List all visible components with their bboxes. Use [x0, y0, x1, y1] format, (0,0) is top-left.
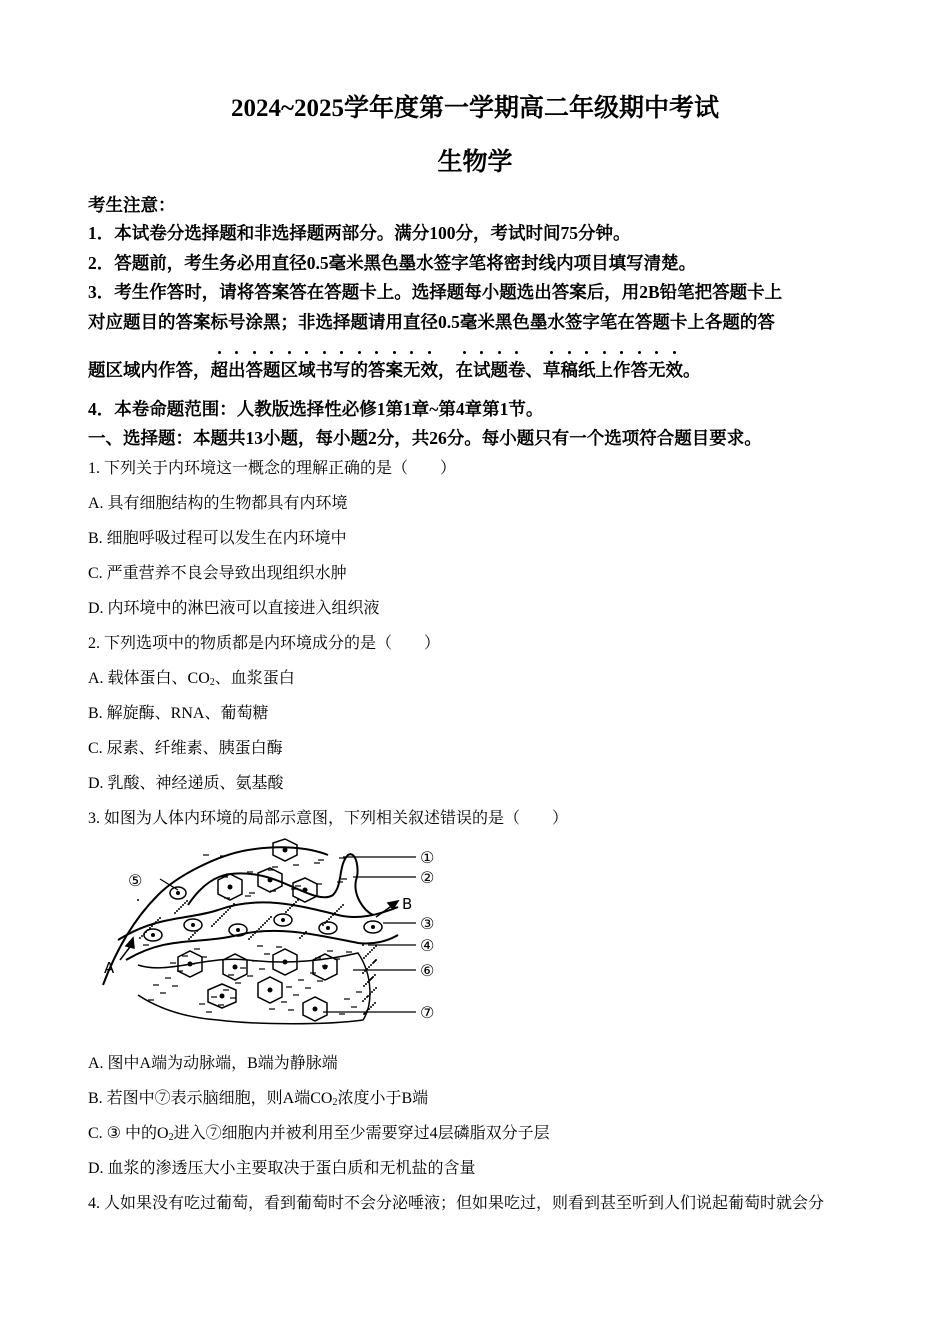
- q2-option-c: C. 尿素、纤维素、胰蛋白酶: [88, 740, 283, 757]
- emphasized-char: 题: [263, 360, 281, 380]
- option-text: A. 载体蛋白、CO: [88, 670, 210, 687]
- fluid-dot: [219, 917, 221, 919]
- option-text: B. 若图中⑦表示脑细胞，则A端CO: [88, 1090, 333, 1107]
- fluid-dot: [260, 926, 262, 928]
- fluid-dot: [363, 957, 365, 959]
- fluid-dot: [365, 955, 367, 957]
- fluid-dot: [365, 983, 367, 985]
- emphasized-char: 无: [648, 360, 666, 380]
- fluid-dot: [159, 917, 161, 919]
- q1-option-a: A. 具有细胞结构的生物都具有内环境: [88, 495, 348, 512]
- emphasized-char: 效: [665, 360, 683, 380]
- fluid-dot: [223, 913, 225, 915]
- fluid-dot: [174, 912, 176, 914]
- fluid-dot: [370, 1006, 372, 1008]
- emphasized-char: 答: [630, 360, 648, 380]
- emphasized-char: 试: [473, 360, 491, 380]
- emphasized-char: 纸: [578, 360, 596, 380]
- fluid-dot: [266, 920, 268, 922]
- q3-option-a: A. 图中A端为动脉端，B端为静脉端: [88, 1055, 338, 1072]
- notice-text: 题区域内作答，: [88, 360, 211, 380]
- fluid-dot: [364, 998, 366, 1000]
- q3-option-c: [88, 1120, 550, 1143]
- label-6: ⑥: [420, 961, 435, 980]
- notice-item-3-end: [88, 357, 701, 382]
- leader-lines: [160, 857, 416, 1012]
- option-text: 、血浆蛋白: [214, 670, 295, 687]
- fluid-dot: [270, 916, 272, 918]
- notice-text: 、: [525, 360, 543, 380]
- fluid-dot: [227, 909, 229, 911]
- emphasized-char: 作: [613, 360, 631, 380]
- label-3: ③: [420, 914, 435, 933]
- fluid-dot: [184, 902, 186, 904]
- fluid-dot: [250, 936, 252, 938]
- fluid-dot: [362, 972, 364, 974]
- fluid-dot: [188, 938, 190, 940]
- question-3-stem: 3. 如图为人体内环境的局部示意图，下列相关叙述错误的是（ ）: [88, 810, 569, 827]
- emphasized-char: 效: [420, 360, 438, 380]
- fluid-dot: [289, 907, 291, 909]
- fluid-dot: [367, 953, 369, 955]
- emphasized-char: 草: [543, 360, 561, 380]
- emphasized-char: 区: [280, 360, 298, 380]
- emphasized-char: 答: [368, 360, 386, 380]
- fluid-dot: [225, 911, 227, 913]
- section-heading: 一、选择题：本题共13小题，每小题2分，共26分。每小题只有一个选项符合题目要求。: [88, 428, 762, 448]
- fluid-dot: [213, 923, 215, 925]
- fluid-dot: [366, 996, 368, 998]
- fluid-dot: [363, 1013, 365, 1015]
- capillary-upper-wall: [118, 902, 398, 940]
- fluid-dot: [217, 919, 219, 921]
- fluid-dot: [268, 918, 270, 920]
- q1-option-d: D. 内环境中的淋巴液可以直接进入组织液: [88, 600, 380, 617]
- fluid-dot: [374, 974, 376, 976]
- fluid-dot: [285, 911, 287, 913]
- fluid-dot: [215, 921, 217, 923]
- fluid-dot: [258, 928, 260, 930]
- fluid-dot: [264, 922, 266, 924]
- emphasized-text: [543, 360, 683, 380]
- notice-item-4: 4．本卷命题范围：人教版选择性必修1第1章~第4章第1节。: [88, 399, 544, 419]
- fluid-dot: [336, 910, 338, 912]
- fluid-dot: [248, 938, 250, 940]
- notice-item-3-cont: 对应题目的答案标号涂黑；非选择题请用直径0.5毫米黑色墨水签字笔在答题卡上各题的答: [88, 312, 775, 332]
- fluid-dot: [299, 937, 301, 939]
- fluid-dot: [322, 924, 324, 926]
- fluid-dot: [374, 1002, 376, 1004]
- emphasized-char: 书: [315, 360, 333, 380]
- blood-cells: [144, 887, 382, 941]
- emphasized-char: 写: [333, 360, 351, 380]
- notice-heading: 考生注意：: [88, 195, 176, 215]
- emphasized-char: 的: [350, 360, 368, 380]
- option-text: 进入⑦细胞内并被利用至少需要穿过4层磷脂双分子层: [173, 1125, 550, 1142]
- fluid-dot: [368, 966, 370, 968]
- emphasized-char: 卷: [508, 360, 526, 380]
- fluid-dot: [375, 987, 377, 989]
- fluid-dot: [374, 960, 376, 962]
- subscript: 2: [168, 1132, 174, 1143]
- lymph-vessel-wall: [188, 854, 373, 915]
- notice-item-1: 1．本试卷分选择题和非选择题两部分。满分100分，考试时间75分钟。: [88, 223, 631, 243]
- label-5: ⑤: [128, 871, 143, 890]
- fluid-dot: [370, 964, 372, 966]
- label-4: ④: [420, 936, 435, 955]
- emphasized-char: 域: [298, 360, 316, 380]
- notice-text: ，: [438, 360, 456, 380]
- exam-title: 2024~2025学年度第一学期高二年级期中考试: [230, 95, 719, 122]
- fluid-dot: [194, 932, 196, 934]
- fluid-dot: [137, 899, 139, 901]
- fluid-dot: [287, 909, 289, 911]
- fluid-dot: [371, 949, 373, 951]
- emphasized-char: 题: [490, 360, 508, 380]
- fluid-dot: [139, 937, 141, 939]
- tissue-cells-boundary: [138, 953, 370, 1024]
- emphasized-char: 上: [595, 360, 613, 380]
- fluid-dot: [362, 1000, 364, 1002]
- fluid-dot: [157, 919, 159, 921]
- fluid-dot: [369, 951, 371, 953]
- option-text: C. ③ 中的O: [88, 1125, 169, 1142]
- question-1-stem: 1. 下列关于内环境这一概念的理解正确的是（ ）: [88, 460, 457, 477]
- fluid-dot: [182, 904, 184, 906]
- inner-environment-diagram: [98, 835, 448, 1030]
- fluid-dot: [338, 908, 340, 910]
- fluid-dot: [295, 901, 297, 903]
- notice-text: 。: [683, 360, 701, 380]
- fluid-dot: [192, 934, 194, 936]
- emphasized-text: [456, 360, 526, 380]
- emphasized-char: 在: [455, 360, 473, 380]
- fluid-dot: [141, 935, 143, 937]
- notice-item-3: 3．考生作答时，请将答案答在答题卡上。选择题每小题选出答案后，用2B铅笔把答题卡上: [88, 282, 783, 302]
- label-b: B: [402, 895, 413, 913]
- fluid-dot: [252, 934, 254, 936]
- emphasized-char: 案: [385, 360, 403, 380]
- emphasized-char: 稿: [560, 360, 578, 380]
- q1-option-c: C. 严重营养不良会导致出现组织水肿: [88, 565, 347, 582]
- fluid-dot: [363, 985, 365, 987]
- fluid-dot: [371, 991, 373, 993]
- label-a: A: [104, 959, 115, 977]
- fluid-dot: [372, 962, 374, 964]
- fluid-dot: [190, 936, 192, 938]
- emphasized-char: 答: [245, 360, 263, 380]
- option-text: 浓度小于B端: [337, 1090, 429, 1107]
- fluid-dot: [262, 924, 264, 926]
- fluid-dot: [301, 935, 303, 937]
- fluid-dot: [221, 915, 223, 917]
- fluid-dot: [342, 904, 344, 906]
- subject-title: 生物学: [437, 149, 513, 176]
- emphasized-char: 出: [228, 360, 246, 380]
- q1-option-b: B. 细胞呼吸过程可以发生在内环境中: [88, 530, 347, 547]
- label-2: ②: [420, 868, 435, 887]
- notice-item-2: 2．答题前，考生务必用直径0.5毫米黑色墨水签字笔将密封线内项目填写清楚。: [88, 253, 697, 273]
- emphasized-text: [211, 360, 439, 380]
- label-7: ⑦: [420, 1003, 435, 1022]
- q2-option-b: B. 解旋酶、RNA、葡萄糖: [88, 705, 269, 722]
- fluid-dot: [178, 908, 180, 910]
- label-1: ①: [420, 848, 435, 867]
- fluid-dot: [373, 989, 375, 991]
- fluid-dot: [328, 918, 330, 920]
- fluid-dot: [373, 947, 375, 949]
- q3-option-b: [88, 1085, 428, 1108]
- subscript: 2: [332, 1097, 338, 1108]
- subscript: 2: [209, 677, 215, 688]
- outer-boundary: [103, 847, 328, 985]
- q2-option-a: [88, 665, 295, 688]
- fluid-dot: [340, 906, 342, 908]
- fluid-dot: [330, 916, 332, 918]
- fluid-dot: [176, 910, 178, 912]
- question-2-stem: 2. 下列选项中的物质都是内环境成分的是（ ）: [88, 635, 441, 652]
- fluid-dot: [371, 977, 373, 979]
- question-4-stem: 4. 人如果没有吃过葡萄，看到葡萄时不会分泌唾液；但如果吃过，则看到甚至听到人们说起葡萄时就会分: [88, 1195, 825, 1212]
- fluid-dot: [372, 1004, 374, 1006]
- emphasized-char: 超: [210, 360, 228, 380]
- fluid-dot: [186, 900, 188, 902]
- fluid-dot: [180, 906, 182, 908]
- q2-option-d: D. 乳酸、神经递质、氨基酸: [88, 775, 284, 792]
- q3-option-d: D. 血浆的渗透压大小主要取决于蛋白质和无机盐的含量: [88, 1160, 476, 1177]
- emphasized-char: 无: [403, 360, 421, 380]
- fluid-dot: [211, 925, 213, 927]
